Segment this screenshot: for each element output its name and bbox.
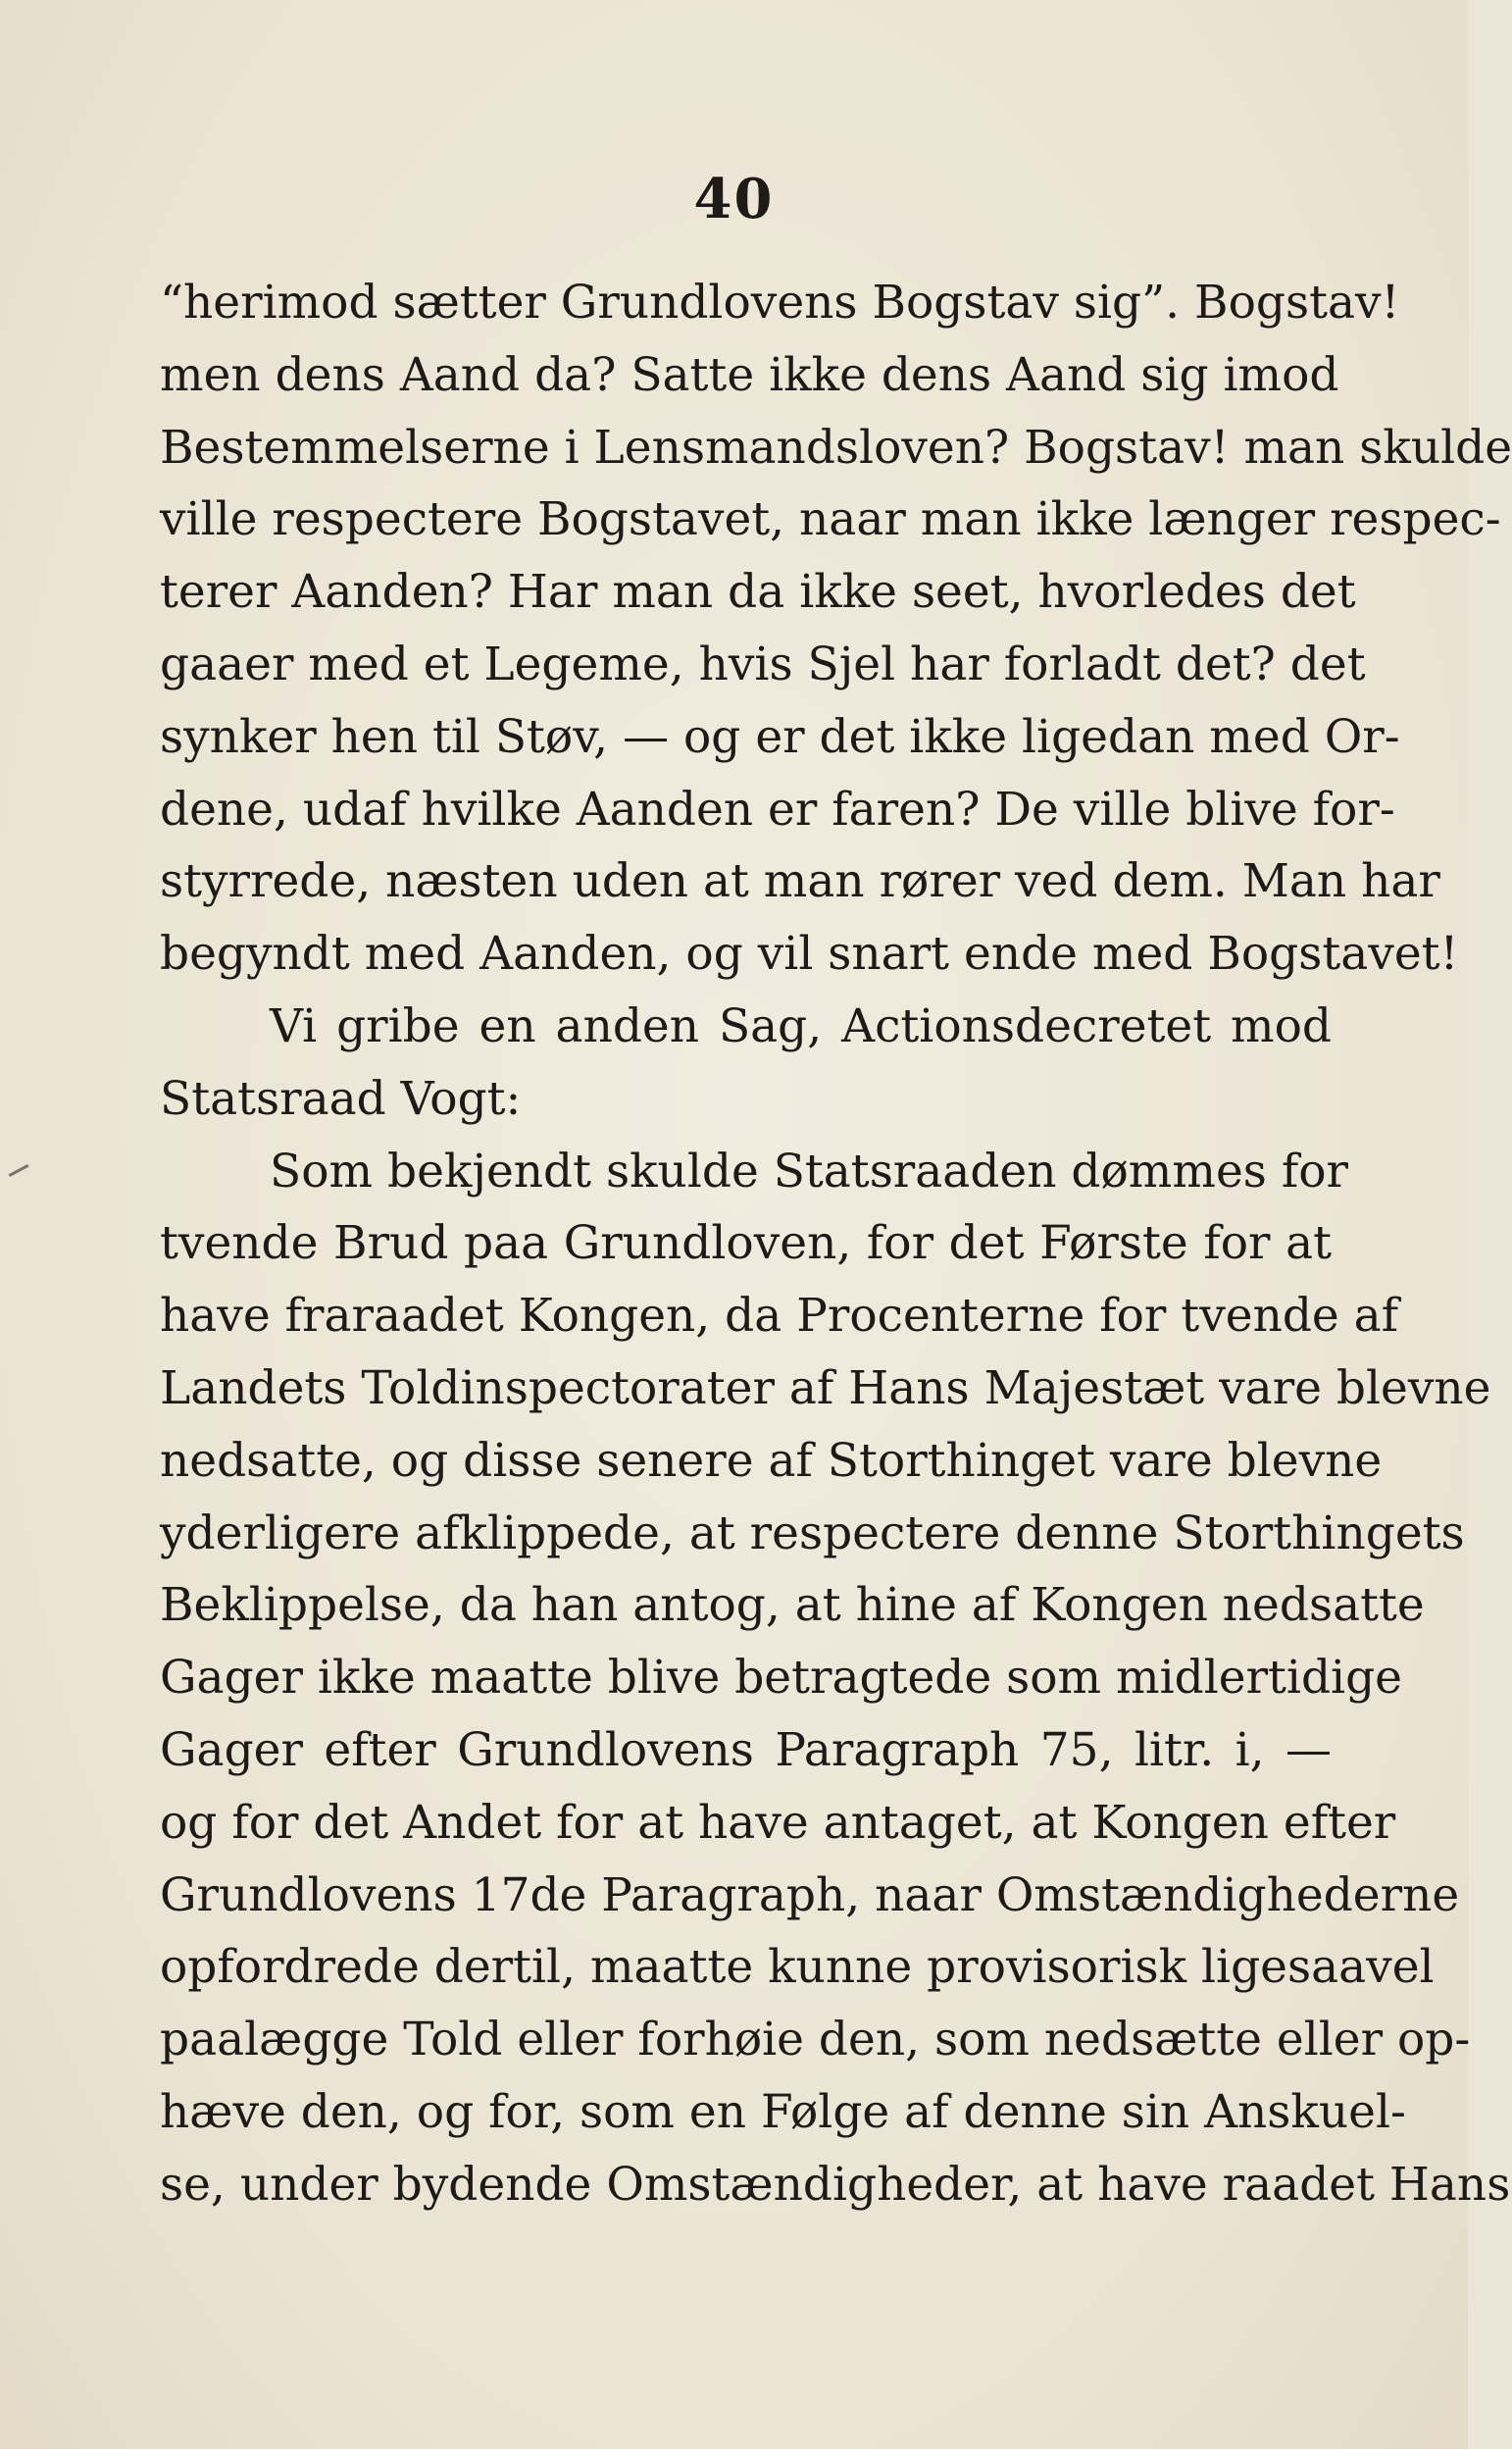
text-line: Beklippelse, da han antog, at hine af Kongen nedsatte bbox=[160, 1578, 1425, 1633]
margin-mark bbox=[9, 1164, 29, 1177]
text-line: men dens Aand da? Satte ikke dens Aand sig imod bbox=[160, 347, 1339, 402]
text-line: Statsraad Vogt: bbox=[160, 1071, 522, 1126]
text-line: Gager ikke maatte blive betragtede som midlertidige bbox=[160, 1651, 1402, 1706]
text-line: dene, udaf hvilke Aanden er faren? De ville blive for- bbox=[160, 782, 1395, 837]
text-line: se, under bydende Omstændigheder, at have raadet Hans bbox=[160, 2157, 1511, 2212]
text-line: begyndt med Aanden, og vil snart ende med Bogstavet! bbox=[160, 927, 1459, 982]
text-line: Landets Toldinspectorater af Hans Majestæt vare blevne bbox=[160, 1360, 1491, 1415]
text-line: og for det Andet for at have antaget, at Kongen efter bbox=[160, 1795, 1396, 1850]
body-text bbox=[160, 267, 1512, 2221]
text-line: synker hen til Støv, — og er det ikke ligedan med Or- bbox=[160, 709, 1400, 764]
text-line: Gager efter Grundlovens Paragraph 75, litr. i, — bbox=[160, 1722, 1332, 1777]
text-line: Grundlovens 17de Paragraph, naar Omstændighederne bbox=[160, 1867, 1460, 1922]
text-line: styrrede, næsten uden at man rører ved dem. Man har bbox=[160, 854, 1440, 909]
text-line: terer Aanden? Har man da ikke seet, hvorledes det bbox=[160, 565, 1356, 620]
text-line: Vi gribe en anden Sag, Actionsdecretet mod bbox=[270, 998, 1332, 1053]
page-number: 40 bbox=[693, 167, 775, 231]
text-line: “herimod sætter Grundlovens Bogstav sig”. Bogstav! bbox=[160, 276, 1400, 330]
text-line: have fraraadet Kongen, da Procenterne for tvende af bbox=[160, 1289, 1399, 1344]
text-line: Som bekjendt skulde Statsraaden dømmes for bbox=[270, 1144, 1348, 1199]
text-line: yderligere afklippede, at respectere denne Storthingets bbox=[160, 1505, 1465, 1560]
text-line: Bestemmelserne i Lensmandsloven? Bogstav! man skulde bbox=[160, 420, 1512, 475]
text-line: gaaer med et Legeme, hvis Sjel har forladt det? det bbox=[160, 637, 1366, 691]
text-line: tvende Brud paa Grundloven, for det Første for at bbox=[160, 1216, 1332, 1271]
text-line: nedsatte, og disse senere af Storthinget vare blevne bbox=[160, 1433, 1383, 1488]
text-line: ville respectere Bogstavet, naar man ikke længer respec- bbox=[160, 492, 1501, 547]
text-line: hæve den, og for, som en Følge af denne sin Anskuel- bbox=[160, 2084, 1406, 2139]
text-line: paalægge Told eller forhøie den, som nedsætte eller op- bbox=[160, 2013, 1471, 2067]
text-line: opfordrede dertil, maatte kunne provisorisk ligesaavel bbox=[160, 1940, 1435, 1995]
